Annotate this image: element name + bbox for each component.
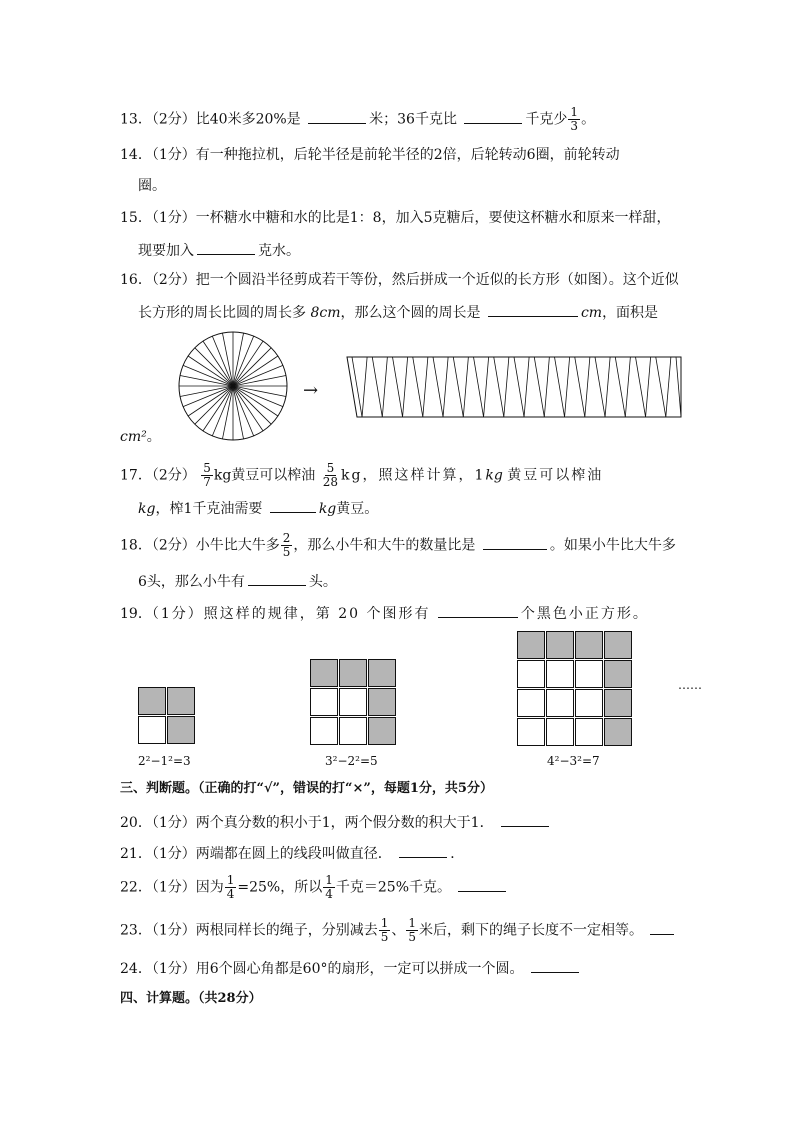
fraction: $\frac{1}{3}$ (570, 105, 579, 133)
sector-edge (393, 357, 403, 417)
answer-blank[interactable] (650, 920, 674, 935)
answer-blank[interactable] (308, 109, 366, 124)
sector-edge (585, 357, 590, 417)
black-square (339, 659, 367, 687)
black-square (546, 631, 574, 659)
sector-edge (433, 357, 443, 417)
sector-edge (625, 357, 630, 417)
question-16: 16．（2分）把一个圆沿半径剪成若干等份，然后拼成一个近似的长方形（如图）。这个近似 (120, 272, 679, 288)
sector-edge (494, 357, 504, 417)
answer-blank[interactable] (531, 958, 579, 973)
black-square (604, 718, 632, 746)
sector-edge (484, 357, 489, 417)
sector-edge (463, 357, 468, 417)
caption-1: 2²−1²=3 (138, 754, 191, 768)
sector-edge (565, 357, 570, 417)
black-square (167, 687, 195, 715)
sector-edge (656, 357, 666, 417)
radius-line (195, 348, 233, 386)
sector-edge (443, 357, 448, 417)
white-square (575, 689, 603, 717)
answer-blank[interactable] (248, 571, 306, 586)
white-square (310, 717, 338, 745)
question-15-cont: 现要加入 克水。 (138, 240, 300, 260)
question-18: 18．（2分）小牛比大牛多 $\frac{2}{5}$ ，那么小牛和大牛的数量比是 。如果小牛比大牛多 (120, 531, 676, 559)
black-square (575, 631, 603, 659)
answer-blank[interactable] (270, 498, 316, 513)
radius-line (195, 386, 233, 424)
question-13: 13．（2分）比40米多20%是 米；36千克比 千克少 $\frac{1}{3}$ 。 (120, 105, 596, 133)
sector-edge (666, 357, 671, 417)
sector-edge (514, 357, 524, 417)
radius-line (233, 386, 271, 424)
ellipsis: …… (678, 678, 702, 692)
white-square (575, 718, 603, 746)
question-14: 14．（1分）有一种拖拉机，后轮半径是前轮半径的2倍，后轮转动6圈，前轮转动 (120, 147, 620, 163)
question-18-cont: 6头，那么小牛有 头。 (138, 571, 337, 591)
sector-edge (372, 357, 382, 417)
sector-edge (474, 357, 484, 417)
sector-edge (534, 357, 544, 417)
arrow-icon: → (303, 380, 319, 401)
white-square (546, 660, 574, 688)
sector-edge (636, 357, 646, 417)
white-square (339, 688, 367, 716)
caption-3: 4²−3²=7 (547, 754, 600, 768)
circle-cut-figure (173, 328, 293, 448)
sector-edge (615, 357, 625, 417)
question-22: 22．（1分）因为 $\frac{1}{4}$ =25%，所以 $\frac{1}{4}$ 千克＝25%千克。 (120, 874, 509, 901)
section-4-heading: 四、计算题。（共28分） (120, 991, 262, 1006)
sector-edge (544, 357, 549, 417)
sector-edge (352, 357, 362, 417)
answer-blank[interactable] (488, 302, 578, 317)
black-square (368, 688, 396, 716)
sector-edge (575, 357, 585, 417)
sector-edge (382, 357, 387, 417)
white-square (339, 717, 367, 745)
answer-blank[interactable] (501, 812, 549, 827)
sector-edge (362, 357, 367, 417)
sector-edge (413, 357, 423, 417)
question-20: 20．（1分）两个真分数的积小于1，两个假分数的积大于1． (120, 812, 552, 832)
white-square (517, 689, 545, 717)
question-15: 15．（1分）一杯糖水中糖和水的比是1：8，加入5克糖后，要使这杯糖水和原来一样甜， (120, 210, 671, 226)
white-square (546, 718, 574, 746)
answer-blank[interactable] (438, 603, 518, 618)
sector-edge (403, 357, 408, 417)
sector-edge (676, 357, 681, 417)
rectangle-approx-figure (345, 355, 685, 419)
answer-blank[interactable] (483, 535, 547, 550)
question-19: 19．（1分）照这样的规律，第 20 个图形有 个黑色小正方形。 (120, 603, 649, 623)
question-16-tail: cm²。 (120, 429, 161, 445)
radius-line (233, 348, 271, 386)
sector-edge (423, 357, 428, 417)
sector-edge (524, 357, 529, 417)
sector-edge (595, 357, 605, 417)
section-3-heading: 三、判断题。（正确的打“√”，错误的打“×”，每题1分，共5分） (120, 781, 493, 796)
answer-blank[interactable] (197, 240, 255, 255)
sector-edge (453, 357, 463, 417)
black-square (310, 659, 338, 687)
question-14-cont: 圈。 (138, 178, 166, 194)
white-square (310, 688, 338, 716)
black-square (604, 631, 632, 659)
question-17: 17．（2分） $\frac{5}{7}$ kg黄豆可以榨油 $\frac{5}{28}$ kg，照这样计算，1kg 黄豆可以榨油 (120, 461, 604, 489)
question-23: 23．（1分）两根同样长的绳子，分别减去 $\frac{1}{5}$ 、 $\frac{1}{5}$ 米后，剩下的绳子长度不一定相等。 (120, 917, 677, 944)
black-square (167, 716, 195, 744)
white-square (517, 718, 545, 746)
answer-blank[interactable] (399, 843, 447, 858)
answer-blank[interactable] (464, 109, 522, 124)
black-square (517, 631, 545, 659)
question-24: 24．（1分）用6个圆心角都是60°的扇形，一定可以拼成一个圆。 (120, 958, 582, 978)
sector-edge (555, 357, 565, 417)
sector-edge (605, 357, 610, 417)
white-square (138, 716, 166, 744)
black-square (368, 659, 396, 687)
sector-edge (646, 357, 651, 417)
black-square (604, 660, 632, 688)
question-17-cont: kg，榨1千克油需要 kg黄豆。 (138, 498, 378, 518)
question-21: 21．（1分）两端都在圆上的线段叫做直径． ． (120, 843, 464, 863)
question-16-cont: 长方形的周长比圆的周长多 8cm，那么这个圆的周长是 cm，面积是 (138, 302, 658, 322)
white-square (546, 689, 574, 717)
white-square (575, 660, 603, 688)
white-square (517, 660, 545, 688)
black-square (368, 717, 396, 745)
answer-blank[interactable] (458, 877, 506, 892)
sector-edge (504, 357, 509, 417)
caption-2: 3²−2²=5 (325, 754, 378, 768)
black-square (138, 687, 166, 715)
black-square (604, 689, 632, 717)
